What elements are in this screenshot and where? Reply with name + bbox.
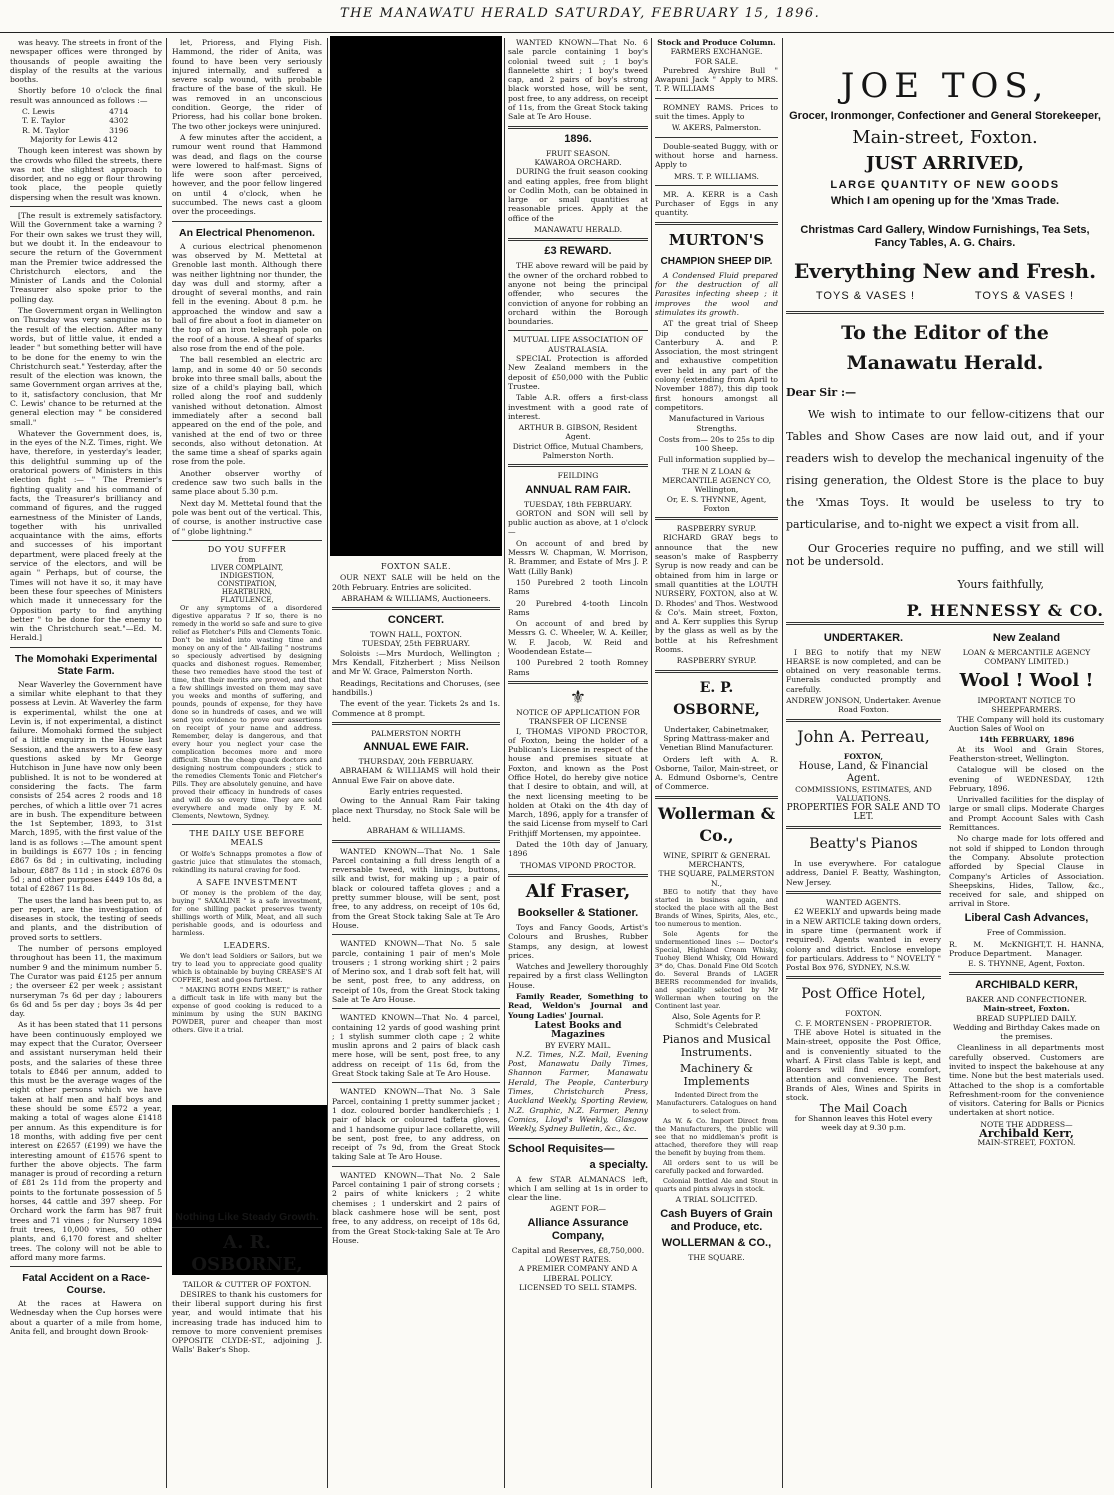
article-heading: Fatal Accident on a Race-Course. (22, 1272, 150, 1297)
list-item: 20 Purebred 4-tooth Lincoln Rams (508, 598, 648, 617)
list-item: 150 Purebred 2 tooth Lincoln Rams (508, 577, 648, 597)
column-2 (172, 38, 322, 1488)
ad-signature: THOMAS VIPOND PROCTOR. (519, 860, 637, 870)
ad-heading: A SAFE INVESTMENT (196, 877, 298, 887)
ad-title: MURTON'S (668, 230, 765, 249)
ad-text: Cleanliness in all departments most carefully observed. Customers are invited to inspect the bakehouse at any time. None but the best materials used. Attached to the shop is a comfortable Refreshment-room for the convenience of visitors. Catering for Balls or Picnics undertaken at short notice. (949, 1043, 1104, 1118)
ad-title: 1896. (564, 132, 592, 145)
ad-text: In use everywhere. For catalogue address, Daniel F. Beatty, Washington, New Jersey. (786, 859, 941, 887)
ad-text: WANTED KNOWN—That No. 4 parcel, containing 12 yards of good washing print ; 1 stylish summer cloth cape ; 2 white muslin aprons and 2 pairs of black cash mere hose, will be sent, post free, to any address on receipt of 11s 6d, from the Great Stock taking Sale at Te Aro House. (332, 1013, 500, 1079)
ad-date: 14th FEBRUARY, 1896 (978, 735, 1075, 745)
ad-subtitle: CHAMPION SHEEP DIP. (660, 255, 773, 267)
ad-text: Sole Agents for the undermentioned lines :— Doctor's Special, Highland Cream Whisky, Tuohey Blend Whisky, Old Howard 3* do, Chas. Donald Fine Old Scotch do. Several Brands of LAGER BEERS recommended for invalids, and specially selected by Mr Wollerman when touring on the Continent last year. (655, 929, 778, 1010)
ad-title: Beatty's Pianos (809, 836, 918, 853)
ad-title: UNDERTAKER. (823, 631, 904, 644)
ad-text: I, THOMAS VIPOND PROCTOR, of Foxton, being the holder of a Publican's License in respect of the house and premises situate at Foxton, and known as the Post Office Hotel, do hereby give notice that I desire to obtain, and will, at the next licensing meeting to be holden at Otaki on the 4th day of March, 1896, apply for a transfer of the said License from myself to Carl Frithjiff Mortensen, my appointee. (508, 726, 648, 838)
ad-text: AGENT FOR— (549, 1204, 607, 1214)
ad-text: I BEG to notify that my NEW HEARSE is now completed, and can be obtained on very reasonable terms. Funerals conducted promptly and carefully. (786, 647, 941, 694)
divider (172, 1227, 322, 1228)
article-text: The ball resembled an electric arc lamp, and in some 40 or 50 seconds broke into three small balls, about the size of a child's playing ball, which rolled along the roof and suddenly vanished without detonation. Almost immediately after a second ball appeared on the end of the pole, and vanished at the end of two or three seconds, also without detonation. At the same time a sheaf of sparks again rose from the pole. (172, 355, 322, 467)
article-text: The number of persons employed throughout has been 11, the maximum number 9 and the minimum number 5. The Curator was paid £125 per annum ; the overseer £2 per week ; assistant nurseryman 7s 6d per day ; labourers 6s 6d and 5s per day ; boys 3s 4d per day. (10, 944, 162, 1019)
column-rule (782, 38, 783, 1488)
ad-subtitle: Grocer, Ironmonger, Confectioner and General Storekeeper, (789, 110, 1101, 122)
divider (655, 517, 778, 520)
divider (655, 796, 778, 799)
ad-text: £2 WEEKLY and upwards being made in a NEW ARTICLE taking down orders, in spare time (permanent work if required). Agents wanted in every colony and district. Enclose envelope for particulars. Address to " NOVELTY " Postal Box 976, SYDNEY, N.S.W. (786, 907, 941, 973)
ad-address: Main-street, Foxton. (983, 1004, 1070, 1014)
ad-heading: RASPBERRY SYRUP. (676, 656, 757, 666)
ad-text: C. F. MORTENSEN - PROPRIETOR. (795, 1018, 932, 1028)
letter-signature: P. HENNESSY & CO. (906, 601, 1104, 621)
toys-line: TOYS & VASES ! TOYS & VASES ! (815, 290, 1075, 302)
column-rule (651, 38, 652, 1488)
ad-title: CONCERT. (387, 614, 445, 627)
ad-text: Toys and Fancy Goods, Artist's Colours and Brushes, Rubber Stamps, any design, at lowest prices. (508, 922, 648, 960)
ad-text: Table A.R. offers a first-class investment with a good rate of interest. (508, 393, 648, 421)
divider (332, 1008, 500, 1009)
divider (172, 540, 322, 541)
ad-text: We don't lead Soldiers or Sailors, but we try to lead you to appreciate good quality which is obtainable by buying CREASE'S AI COFFEE, best and goes furthest. (172, 952, 322, 985)
table-row: T. E. Taylor 4302 (22, 116, 129, 126)
divider (332, 1082, 500, 1083)
ad-heading: PALMERSTON NORTH (371, 728, 461, 738)
divider (786, 976, 941, 979)
ad-text: WANTED KNOWN—That No. 3 Sale Parcel, containing 1 pretty summer jacket ; 1 doz. coloured border handkerchiefs ; 1 pair of black or coloured taffeta gloves, and 1 handsome guipur lace collarette, will be sent, post free, to any address, on receipt of 7s 9d, from the Great Stock taking Sale at Te Aro House. (332, 1087, 500, 1162)
ad-subtitle: LARGE QUANTITY OF NEW GOODS (830, 179, 1060, 191)
ad-text: Watches and Jewellery thoroughly repaired by a first class Wellington House. (508, 962, 648, 990)
ad-text: DURING the fruit season cooking and eating apples, free from blight or Codlin Moth, can be obtained in large or small quantities at reasonable prices. Apply at the office of the (508, 167, 648, 223)
ad-heading: NOTICE OF APPLICATION FOR TRANSFER OF LICENSE (516, 707, 640, 727)
ad-text: A Condensed Fluid prepared for the destruction of all Parasites infecting sheep ; it improves the wool and stimulates its growth. (655, 270, 778, 317)
divider (332, 722, 500, 725)
ad-address: Main-street, Foxton. (852, 127, 1038, 148)
table-row: C. Lewis 4714 (22, 107, 129, 117)
ad-text: " MAKING BOTH ENDS MEET," is rather a difficult task in life with many but the expense of good cooking is reduced to a minimum by using the SUN BAKING POWDER, purer and cheaper than most others. Give it a trial. (172, 986, 322, 1035)
ad-text: Unrivalled facilities for the display of large or small clips. Moderate Charges and Prompt Account Sales with Cash Remittances. (949, 795, 1104, 833)
ad-text: N.Z. Times, N.Z. Mail, Evening Post, Manawatu Daily Times, Shannon Farmer, Manawatu Herald, The People, Canterbury Times, Christchurch Press, Auckland Weekly, Sporting Review, N.Z. Graphic, N.Z. Farmer, Penny Comics, Lloyd's Weekly, Glasgow Weekly, Sydney Bulletin, &c., &c. (508, 1049, 648, 1134)
ad-text: BEG to notify that they have started in business again, and stocked the place with all the Best Brands of Wines, Spirits, Ales, etc., too numerous to mention. (655, 887, 778, 928)
ad-text: WANTED KNOWN—That No. 6 sale parcle containing 1 boy's colonial tweed suit ; 1 boy's flannelette shirt ; 1 boy's tweed cap, and 2 pairs of boy's strong black worsted hose, will be sent, post free, to any address, on receipt of 11s, from the Great Stock taking Sale at Te Aro House. (508, 38, 648, 122)
ad-text: ROMNEY RAMS. Prices to suit the times. Apply to (655, 102, 778, 122)
ad-heading: FOXTON SALE. (380, 562, 452, 571)
article-text: As it has been stated that 11 persons have been continuously employed we may expect that the Curator, Overseer and assistant nurseryman held their posts, and the salaries of these three totals to £846 per annum, added to this must be the average wages of the eight other persons which we have taken at half men and half boys and these should be some £572 a year, making a total of wages alone £1418 per annum. As this expenditure is for 18 months, with adding five per cent interest on £2657 (£199) we have the interesting amount of £1576 spent to further the above objects. The farm manager is proud of recording a return of £81 2s 11d from the property and points to the fortunate possession of 5 horses, 44 cattle and 397 sheep. For Orchard work the farm has 987 fruit trees and 71 vines ; for Nursery 1894 fruit trees, 10,000 vines, 50 other plants, and 6,170 forest and shelter trees. The colony will not be able to afford many more farms. (10, 1020, 162, 1262)
ad-text: MR. A. KERR is a Cash Purchaser of Eggs in any quantity. (655, 189, 778, 218)
ad-text: Wedding and Birthday Cakes made on the premises. (952, 1022, 1101, 1042)
ad-signature: Or, E. S. THYNNE, Agent, Foxton (666, 494, 767, 513)
bottom-ads-left (786, 629, 941, 1148)
section-title: Stock and Produce Column. (657, 38, 776, 47)
ad-lines: from LIVER COMPLAINT, INDIGESTION, CONSTIPATION, HEARTBURN, FLATULENCE, (210, 556, 284, 605)
ad-date: THURSDAY, 20th FEBRUARY. (358, 757, 474, 767)
spacer (332, 38, 500, 558)
article-text: [The result is extremely satisfactory. Will the Government take a warning ? For their own sakes we trust they will, but we doubt it. In the endeavour to secure the return of the Government man the Premier twice addressed the Christchurch electors, and the Minister of Lands and the Colonial Treasurer also spoke prior to the polling day. (10, 211, 162, 304)
ad-text: Early entries requested. (369, 787, 463, 797)
ad-text: The event of the year. Tickets 2s and 1s. Commence at 8 prompt. (332, 699, 500, 718)
article-text: let, Prioress, and Flying Fish. Hammond, the rider of Anita, was found to have been very seriously injured internally, and suffered a severe scalp wound, with probable fracture of the base of the skull. He was removed in an unconscious condition. George, the rider of Prioress, had his collar bone broken. The two other jockeys were uninjured. (172, 38, 322, 131)
signatures: R. M. McKNIGHT, Produce Department. T. H. HANNA, Manager. (949, 940, 1104, 959)
ad-address: MAIN-STREET, FOXTON. (977, 1138, 1076, 1148)
divider (332, 607, 500, 610)
election-results (22, 107, 128, 135)
spacer (786, 211, 1104, 221)
ad-subtitle: Machinery & Implements (680, 1062, 753, 1089)
ad-subtitle: The Mail Coach (819, 1102, 908, 1116)
masthead (0, 0, 1114, 33)
letter-heading: To the Editor of the Manawatu Herald. (841, 322, 1049, 375)
ad-text: Colonial Bottled Ale and Stout in quarts and pints always in stock. (655, 1177, 778, 1194)
ad-text: OUR NEXT SALE will be held on the 20th February. Entries are solicited. (332, 573, 500, 592)
divider (786, 622, 1104, 625)
ad-address: FOXTON. (845, 1009, 882, 1019)
divider (655, 137, 778, 138)
divider (786, 311, 1104, 314)
bottom-ads-right (949, 629, 1104, 1148)
ad-text: Purebred Ayrshire Bull " Awapuni Jack " Apply to MRS. T. P. WILLIAMS (655, 65, 778, 94)
divider (508, 681, 648, 684)
ad-subtitle: Cash Buyers of Grain and Produce, etc. (660, 1207, 773, 1233)
ad-title: ANNUAL RAM FAIR. (525, 483, 631, 496)
ad-text: All orders sent to us will be carefully packed and forwarded. (655, 1159, 778, 1176)
divider (655, 670, 778, 673)
ad-subtitle: House, Land, & Financial Agent. (798, 760, 929, 784)
ad-text: COMMISSIONS, ESTIMATES, AND VALUATIONS. (795, 784, 932, 804)
ad-subtitle: LOAN & MERCANTILE AGENCY COMPANY LIMITED.) (962, 647, 1091, 666)
ad-date: TUESDAY, 18th FEBRUARY. (523, 499, 633, 509)
divider (508, 464, 648, 467)
ad-signature: ABRAHAM & WILLIAMS. (366, 826, 466, 836)
ad-text: No charge made for lots offered and not sold if shipped to London through the Company. Absolute protection afforded by Special Clause in Company's Articles of Association. Sheepskins, Hides, Tallow, &c., received for sale, and shipped on arrival in Store. (949, 834, 1104, 909)
article-text: At the races at Hawera on Wednesday when the Cup horses were about a quarter of a mile from home, Anita fell, and brought down Brook- (10, 1299, 162, 1336)
ad-heading: IMPORTANT NOTICE TO SHEEPFARMERS. (977, 696, 1076, 715)
ad-text: LICENSED TO SELL STAMPS. (519, 1282, 637, 1292)
ad-text: WANTED KNOWN—That No. 5 sale parcle, containing 1 pair of men's Mole trousers ; 1 strong working shirt ; 2 pairs of Merino sox, and 1 drab soft felt hat, will be sent, post free, to any address, on receipt of 10s, from the Great Stock taking Sale at Te Aro House. (332, 939, 500, 1004)
ad-text: Orders left with A. R. Osborne, Tailor, Main-street, or A. Edmund Osborne's, Centre of Commerce. (655, 754, 778, 792)
column-1 (10, 38, 162, 1488)
column-rule (166, 38, 167, 1488)
divider (172, 824, 322, 825)
ad-text: As W. & Co. Import Direct from the Manufacturers, the public will see that no middleman's profit is attached, therefore they will reap the benefit by buying from them. (655, 1117, 778, 1158)
divider (786, 719, 941, 722)
article-heading: The Momohaki Experimental State Farm. (14, 652, 158, 677)
majority-line: Majority for Lewis 412 (30, 134, 118, 144)
ad-text: At its Wool and Grain Stores, Featherston-street, Wellington. (949, 744, 1104, 763)
ad-text: Of money is the problem of the day, buying " SAXALINE " is a safe investment, for one shilling packet preserves twenty shillings worth of Milk, Meat, and all such perishable goods, and is odourless and harmless. (172, 889, 322, 938)
ad-title: ANNUAL EWE FAIR. (363, 741, 469, 754)
ad-headline: Wool ! Wool ! (959, 670, 1094, 692)
column-rule (327, 38, 328, 1488)
ad-text: Of Wolfe's Schnapps promotes a flow of gastric juice that stimulates the stomach, rekindling its natural craving for food. (172, 849, 322, 874)
ad-subtitle: Alliance Assurance Company, (527, 1216, 629, 1242)
ad-text: PROPERTIES FOR SALE AND TO LET. (786, 802, 941, 822)
divider (332, 1166, 500, 1167)
ad-text: THE Company will hold its customary Auction Sales of Wool on (949, 714, 1104, 734)
ad-heading: THE DAILY USE BEFORE MEALS (189, 829, 305, 848)
article-heading: An Electrical Phenomenon. (179, 226, 315, 239)
ad-title: A. R. OSBORNE, (191, 1232, 303, 1276)
ad-address: THE SQUARE, PALMERSTON N., (658, 869, 775, 888)
ad-text: BREAD SUPPLIED DAILY. (976, 1013, 1077, 1023)
ad-headline: Everything New and Fresh. (793, 259, 1097, 283)
ad-text: AT the great trial of Sheep Dip conducted by the Canterbury A. and P. Association, the most stringent and exhaustive competition ever held in any part of the colony (extending from April to November 1887), this dip took first honours amongst all competitors. (655, 319, 778, 412)
article-text: Shortly before 10 o'clock the final result was announced as follows :— (10, 86, 162, 105)
divider (508, 874, 648, 877)
divider (10, 1266, 162, 1267)
list-item: On account of and bred by Messrs G. C. Wheeler, W. A. Keiller, W. F. Jacob, W. Reid and Woodendean Estate— (508, 619, 648, 657)
ad-text: A TRIAL SOLICITED. (675, 1195, 758, 1205)
ad-heading: WANTED AGENTS. (826, 898, 901, 908)
ad-text: WANTED KNOWN—That No. 2 Sale Parcel containing 1 pair of strong corsets ; 2 pairs of white knickers ; 2 white chemises ; 1 underskirt and 2 pairs of black cashmere hose will be sent, post free, to any address, on receipt of 18s 6d, from the Great Stock-taking Sale at Te Aro House. (332, 1170, 500, 1245)
ad-heading: DO YOU SUFFER (207, 544, 287, 554)
ad-text: THE above reward will be paid by the owner of the orchard robbed to anyone not being the principal offender, who secures the conviction of anyone for robbing an orchard within the Borough boundaries. (508, 261, 648, 327)
column-4 (508, 38, 648, 1488)
ad-subtitle: Bookseller & Stationer. (517, 906, 639, 919)
ad-text: Or any symptoms of a disordered digestive apparatus ? If so, there is no remedy in the world so safe and sure to give relief as Fletcher's Pills and Clements Tonic. Don't be misled into wasting time and money on any of the " All-failing " nostrums so speciously advertised by designing quacks and dishonest rogues. Remember, these two remedies have stood the test of time, that their merits are proved, and that a few shillings invested on them may save you weeks and months of suffering, and pounds, pounds of expense, for they have done so in hundreds of cases, and we will send you evidence to prove our assertions on receipt of your name and address. Remember, delay is dangerous, and that every hour you neglect your case the complication becomes more and more difficult. Shun the cheap quack doctors and designing nostrum compounders ; stick to the remedies Clements Tonic and Fletcher's Pills. They are absolutely genuine, and have proved their efficacy in hundreds of cases and will do so every time. They are sold everywhere and made only by F. M. Clements, Newtown, Sydney. (172, 604, 322, 821)
ad-signature: MANAWATU HERALD. (533, 225, 623, 235)
section-subtitle: FOR SALE. (694, 56, 739, 66)
ad-text: Manufactured in Various Strengths. (668, 414, 765, 433)
ad-title: Wollerman & Co., (657, 803, 776, 845)
ad-signature: THE N Z LOAN & MERCANTILE AGENCY CO, (661, 466, 772, 485)
list-item: 100 Purebred 2 tooth Romney Rams (508, 658, 648, 677)
article-text: was heavy. The streets in front of the newspaper offices were thronged by thousands of people awaiting the display of the results at the various booths. (10, 38, 162, 85)
ad-text: RICHARD GRAY begs to announce that the new season's make of Raspberry Syrup is now ready and can be obtained from him in large or small quantities at the LOUTH NURSERY, FOXTON, also at W. D. Rhodes' and Thos. Westwood & Co's. Main street, Foxton, and A. Kerr supplies this Syrup by the glass as well as by the bottle at his Refreshment Rooms. (655, 533, 778, 655)
ad-headline: JUST ARRIVED, (865, 153, 1025, 174)
ad-text: Costs from— 20s to 25s to dip 100 Sheep. (658, 434, 775, 454)
ad-text: WANTED KNOWN—That No. 1 Sale Parcel containing a full dress length of a reversable tweed, with linings, buttons, silk and twist, for making up ; a pair of black or coloured taffeta gloves ; and a pretty summer blouse, will be sent, post free, to any address, on receipt of 10s 6d, from the Great Stock taking Sale at Te Aro House. (332, 846, 500, 930)
ad-subtitle: TAILOR & CUTTER OF FOXTON. (182, 1280, 312, 1290)
ad-text: Family Reader, Something to Read, Weldon's Journal and Young Ladies' Journal. (508, 992, 648, 1020)
divider (10, 647, 162, 648)
ad-text: Undertaker, Cabinetmaker, Spring Mattrass-maker and Venetian Blind Manufacturer. (659, 724, 774, 753)
article-text: A curious electrical phenomenon was observed by M. Mettetal at Grenoble last month. Although there was neither lightning nor thunder, the day was dull and stormy, after a drought of several months, and rain fell in the evening. About 8 p.m. he approached the window and saw a ball of fire about a foot in diameter on the top of an iron telegraph pole on the roof of a house. A sheaf of sparks also rose from the end of the pole. (172, 241, 322, 353)
divider (508, 1138, 648, 1139)
ad-signature: WOLLERMAN & CO., (661, 1236, 772, 1249)
ad-text: Capital and Reserves, £8,750,000. LOWEST RATES. (511, 1245, 645, 1264)
ad-text: BY EVERY MAIL. (544, 1040, 612, 1050)
ad-text: A few STAR ALMANACS left, which I am selling at 1s in order to clear the line. (508, 1174, 648, 1203)
article-text: Though keen interest was shown by the crowds who filled the streets, there was not the slightest approach to disorder, and no egg or flour throwing took place, the people quietly dispersing when the result was known. (10, 146, 162, 202)
article-text: The uses the land has been put to, as per report, are the investigation of diseases in stock, the testing of seeds and plants, and the distribution of proved sorts to settlers. (10, 895, 162, 942)
ad-text: Readings, Recitations and Choruses, (see handbills.) (332, 678, 500, 697)
ad-signature: Archibald Kerr, (979, 1127, 1074, 1141)
list-item: On account of and bred by Messrs W. Chapman, W. Morrison, R. Brammer, and Estate of Mrs J. P. Watt (Lilly Bank) (508, 538, 648, 576)
ad-address: Wellington, (694, 485, 739, 495)
ad-title: School Requisites— (508, 1142, 615, 1155)
ad-title: John A. Perreau, (797, 726, 930, 746)
ad-subtitle: Which I am opening up for the 'Xmas Trade. (830, 195, 1060, 207)
editor-letter: Dear Sir :— We wish to intimate to our fellow-citizens that our Tables and Show Cases are now laid out, and if your readers wish to develop the mechanical ingenuity of the rising generation, the Oldest Store is the place to buy the 'Xmas Toys. It would be useless to try to particularise, and to-night we expect a visit from all. Our Groceries require no puffing, and we still will not be undersold. Yours faithfully, (786, 386, 1104, 592)
ad-text: Free of Commission. (986, 927, 1067, 937)
ad-text: Indented Direct from the Manufacturers. Catalogues on hand to select from. (656, 1091, 777, 1116)
ad-title: Alf Fraser, (525, 880, 631, 902)
ad-heading: LEADERS. (223, 941, 271, 951)
ad-title: Post Office Hotel, (801, 986, 926, 1003)
article-text: The Government organ in Wellington on Thursday was very sanguine as to the result of the election. After many words, but of little value, it ended a leader " but something better will have to be done for the enemy to win the Christchurch seat." Yesterday, after the result of the election was known, the same Government organ arrives at the, to it, satisfactory conclusion, that Mr C. Lewis' chance to be returned at the general election may " be considered small." (10, 306, 162, 427)
ad-subtitle: Pianos and Musical Instruments. (662, 1033, 771, 1060)
divider (786, 891, 941, 894)
ad-text: Double-seated Buggy, with or without horse and harness. Apply to (655, 141, 778, 170)
ad-title: a specialty. (589, 1158, 648, 1171)
ad-subtitle: TOWN HALL, FOXTON. (370, 630, 462, 640)
ad-title: New Zealand (992, 631, 1061, 644)
ad-text: A PREMIER COMPANY AND A LIBERAL POLICY. (518, 1264, 638, 1283)
ad-text: Full information supplied by— (658, 455, 775, 465)
ad-signature: E. S. THYNNE, Agent, Foxton. (968, 958, 1085, 968)
divider (10, 206, 162, 207)
divider (949, 972, 1104, 975)
divider (508, 238, 648, 241)
ad-heading: RASPBERRY SYRUP. (676, 524, 757, 534)
column-3 (332, 38, 500, 1488)
ad-title: ARCHIBALD KERR, (975, 978, 1078, 991)
ad-text: NOTE THE ADDRESS— (980, 1119, 1073, 1129)
ad-signature: W. AKERS, Palmerston. (671, 123, 762, 133)
divider (655, 185, 778, 186)
divider (508, 126, 648, 129)
ad-date: TUESDAY, 25th FEBRUARY. (361, 639, 471, 649)
ad-heading: MUTUAL LIFE ASSOCIATION OF AUSTRALASIA. (512, 335, 644, 354)
divider (655, 98, 778, 99)
article-text: Another observer worthy of credence saw two such balls in the same place about 5.30 p.m. (172, 468, 322, 497)
article-heading: Nothing Like Steady Growth. (175, 1211, 319, 1224)
ad-text: THE above Hotel is situated in the Main-street, opposite the Post Office, and is conveniently situated to the wharf. A First class Table is kept, and Boarders will find every comfort, attention and convenience. The Best Brands of Ales, Wines and Spirits in stock. (786, 1028, 941, 1103)
ad-subtitle: KAWAROA ORCHARD. (534, 157, 622, 167)
article-text: Near Waverley the Government have a similar white elephant to that they possess at Levin. At Waverley the farm is experimental, whilst the one at Levin is, if not experimental, a distinct failure. Momohaki formed the subject of a little enquiry in the House last Session, and the answers to a few easy questions asked by Mr George Hutchison in June have now only been published. It is not to be wondered at considering the facts. The farm consists of 254 acres 2 roods and 18 perches, of which a little over 71 acres are in bush. The expenditure between the 1st September, 1893, to 31st March, 1895, with the first value of the land is as follows :—The amount spent in buildings is £677 10s ; in fencing £867 6s 8d ; in cultivating, including labour, £887 8s 11d ; in stock £876 0s 5d ; and other purposes £449 10s 8d, a total of £2867 11s 8d. (10, 679, 162, 894)
ad-subtitle: Latest Books and Magazines (534, 1020, 622, 1041)
column-5 (655, 38, 778, 1488)
ad-address: THE SQUARE. (688, 1252, 745, 1262)
ad-heading: FEILDING (557, 471, 599, 481)
ad-text: ABRAHAM & WILLIAMS will hold their Annual Ewe Fair on above date. (332, 766, 500, 785)
ad-date: Dated the 10th day of January, 1896 (508, 840, 648, 859)
ad-address: District Office, Mutual Chambers, Palmerston North. (512, 441, 644, 460)
divider (508, 330, 648, 331)
ad-subtitle: Liberal Cash Advances, (964, 911, 1089, 924)
ad-text: Owing to the Annual Ram Fair taking place next Thursday, no Stock Sale will be held. (332, 796, 500, 824)
section-subtitle: FARMERS EXCHANGE. (670, 47, 763, 57)
ad-subtitle: WINE, SPIRIT & GENERAL MERCHANTS, (663, 850, 770, 869)
spacer (172, 1036, 322, 1206)
ad-title: JOE TOS, (840, 66, 1050, 106)
ad-text: Also, Sole Agents for P. Schmidt's Celebrated (672, 1011, 761, 1031)
ad-text: SPECIAL Protection is afforded New Zealand members in the deposit of £50,000 with the Public Trustee. (508, 354, 648, 391)
divider (655, 222, 778, 225)
ad-signature: ARTHUR B. GIBSON, Resident Agent. (518, 423, 638, 442)
ad-text: Soloists :—Mrs Murdoch, Wellington ; Mrs Kendall, Fitzherbert ; Miss Neilson and Mr W. Grace, Palmerston North. (332, 648, 500, 677)
divider (172, 221, 322, 222)
divider (332, 934, 500, 935)
ad-signature: ABRAHAM & WILLIAMS, Auctioneers. (341, 593, 491, 603)
divider (786, 826, 941, 829)
ad-subtitle: BAKER AND CONFECTIONER. (966, 994, 1087, 1004)
ad-text: Catalogue will be closed on the evening of WEDNESDAY, 12th February, 1896. (949, 765, 1104, 793)
column-rule (504, 38, 505, 1488)
article-text: A few minutes after the accident, a rumour went round that Hammond was dead, and flags on the course were lowered to half-mast. Signs of life were soon after perceived, however, and the poor fellow lingered on until 4 o'clock, when he succumbed. The news cast a gloom over the proceedings. (172, 132, 322, 217)
ad-address: FOXTON, (843, 751, 884, 761)
article-text: Next day M. Mettetal found that the pole was bent out of the vertical. This, of course, is another instructive case of " globe lightning." (172, 498, 322, 536)
crest-icon: ⚜ (569, 686, 587, 708)
table-row: R. M. Taylor 3196 (22, 125, 129, 135)
masthead-title: THE MANAWATU HERALD SATURDAY, FEBRUARY 15, 1896. (340, 6, 821, 21)
ad-text: GORTON and SON will sell by public auction as above, at 1 o'clock— (508, 508, 648, 537)
ad-title: £3 REWARD. (544, 245, 612, 258)
ad-subtitle: FRUIT SEASON. (545, 148, 611, 158)
bottom-ads (786, 629, 1104, 1148)
column-6 (786, 38, 1104, 1488)
ad-signature: ANDREW JONSON, Undertaker. Avenue Road Foxton. (786, 696, 941, 715)
ad-text: for Shannon leaves this Hotel every week day at 9.30 p.m. (794, 1113, 933, 1132)
ad-title: E. P. OSBORNE, (673, 679, 760, 718)
ad-signature: MRS. T. P. WILLIAMS. (674, 171, 759, 181)
article-text: Whatever the Government does, is, in the eyes of the N.Z. Times, right. We have, therefore, in yesterday's leader, this delightful summing up of the oratorical powers of Ministers in this election fight :— " The Premier's fighting quality and his command of facts, the Treasurer's brilliancy and command of figures, and the rugged earnestness of the Minister of Lands, together with his unrivalled acquaintance with the aims, efforts and successes of his important department, were placed freely at the service of the electors, and will be again " Perhaps, but of course, the Times will not have it so, it may have been these four speeches of Ministers which made it unnecessary for the Opposition party to find anything better " to be done for the enemy to win the Christchurch seat."—Ed. M. Herald.] (10, 428, 162, 643)
ad-text: DESIRES to thank his customers for their liberal support during his first year, and would intimate that his increasing trade has induced him to remove to more convenient premises OPPOSITE CLYDE-ST., adjoining J. Walls' Baker's Shop. (172, 1289, 322, 1355)
ad-subtitle: Christmas Card Gallery, Window Furnishings, Tea Sets, Fancy Tables, A. G. Chairs. (800, 224, 1090, 249)
divider (332, 840, 500, 843)
